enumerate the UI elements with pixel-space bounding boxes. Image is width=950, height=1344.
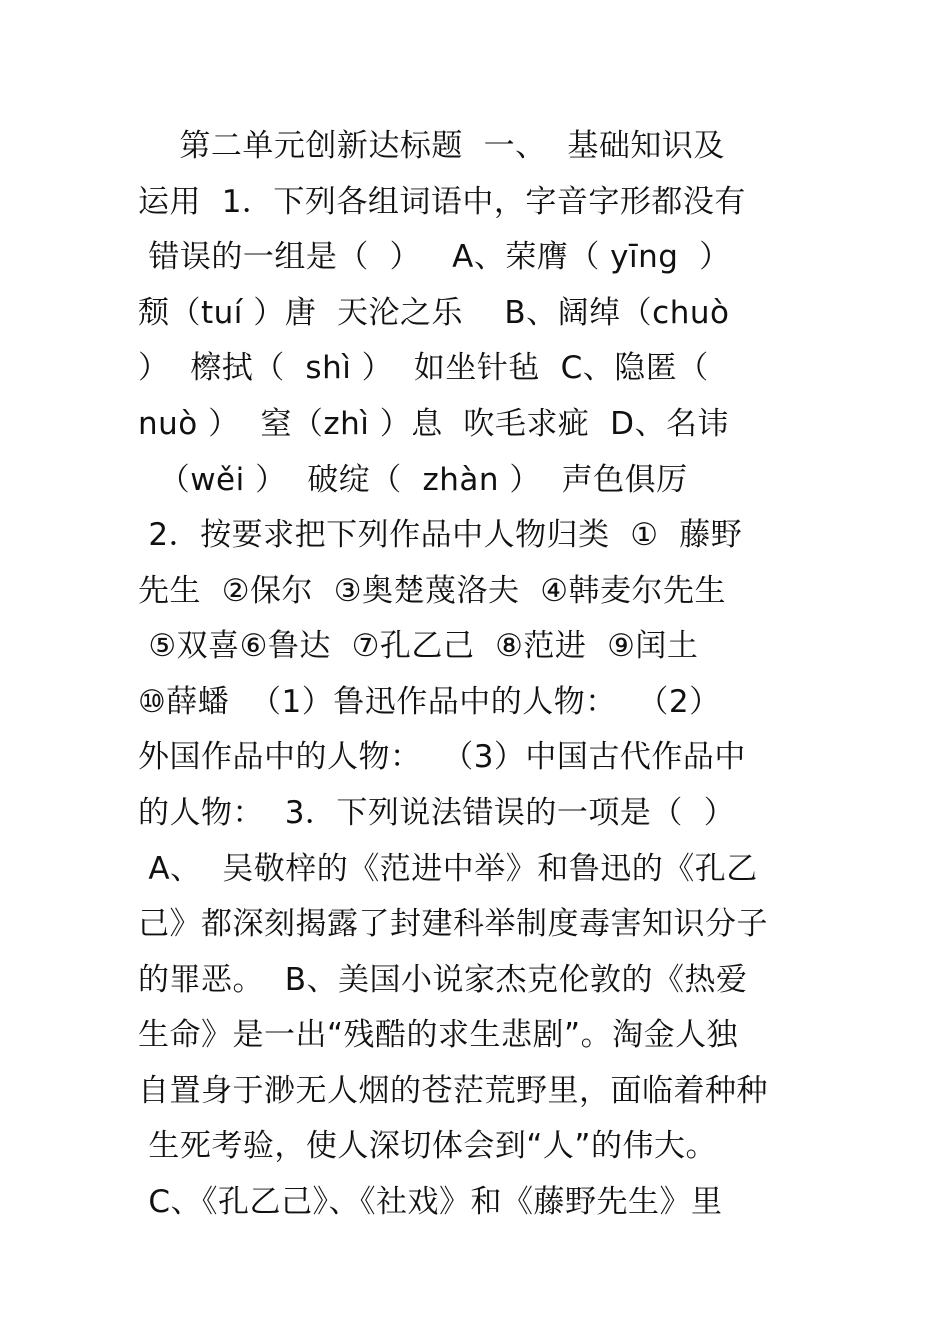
text-line: 生死考验，使人深切体会到“人”的伟大。 (138, 1128, 717, 1164)
text-line: 的罪恶。 B、美国小说家杰克伦敦的《热爱 (138, 962, 748, 998)
text-line: ） 檫拭（ shì ） 如坐针毡 C、隐匿（ (138, 350, 709, 386)
text-line: C、《孔乙己》、《社戏》和《藤野先生》里 (138, 1184, 723, 1220)
text-line: nuò ） 窒（zhì ）息 吹毛求疵 D、名讳 (138, 406, 729, 442)
text-line: 外国作品中的人物： （3）中国古代作品中 (138, 739, 746, 775)
text-line: ⑤双喜⑥鲁达 ⑦孔乙己 ⑧范进 ⑨闰土 (138, 628, 699, 664)
text-line: 先生 ②保尔 ③奥楚蔑洛夫 ④韩麦尔先生 (138, 573, 726, 609)
text-line: 生命》是一出“残酷的求生悲剧”。淘金人独 (138, 1017, 739, 1053)
text-line: 自置身于渺无人烟的苍茫荒野里，面临着种种 (138, 1073, 768, 1109)
text-line: 2．按要求把下列作品中人物归类 ① 藤野 (138, 517, 743, 553)
text-line: 己》都深刻揭露了封建科举制度毒害知识分子 (138, 906, 768, 942)
text-line: ⑩薛蟠 （1）鲁迅作品中的人物： （2） (138, 684, 721, 720)
text-line: 第二单元创新达标题 一、 基础知识及 (138, 128, 725, 164)
text-line: （wěi ） 破绽（ zhàn ） 声色俱厉 (138, 462, 688, 498)
text-line: 颓（tuí ）唐 天沦之乐 B、阔绰（chuò (138, 295, 730, 331)
text-line: 运用 1．下列各组词语中，字音字形都没有 (138, 184, 746, 220)
text-line: 的人物： 3．下列说法错误的一项是（ ） (138, 795, 736, 831)
text-line: A、 吴敬梓的《范进中举》和鲁迅的《孔乙 (138, 851, 758, 887)
text-line: 错误的一组是（ ） A、荣膺（ yīng ） (138, 239, 731, 275)
